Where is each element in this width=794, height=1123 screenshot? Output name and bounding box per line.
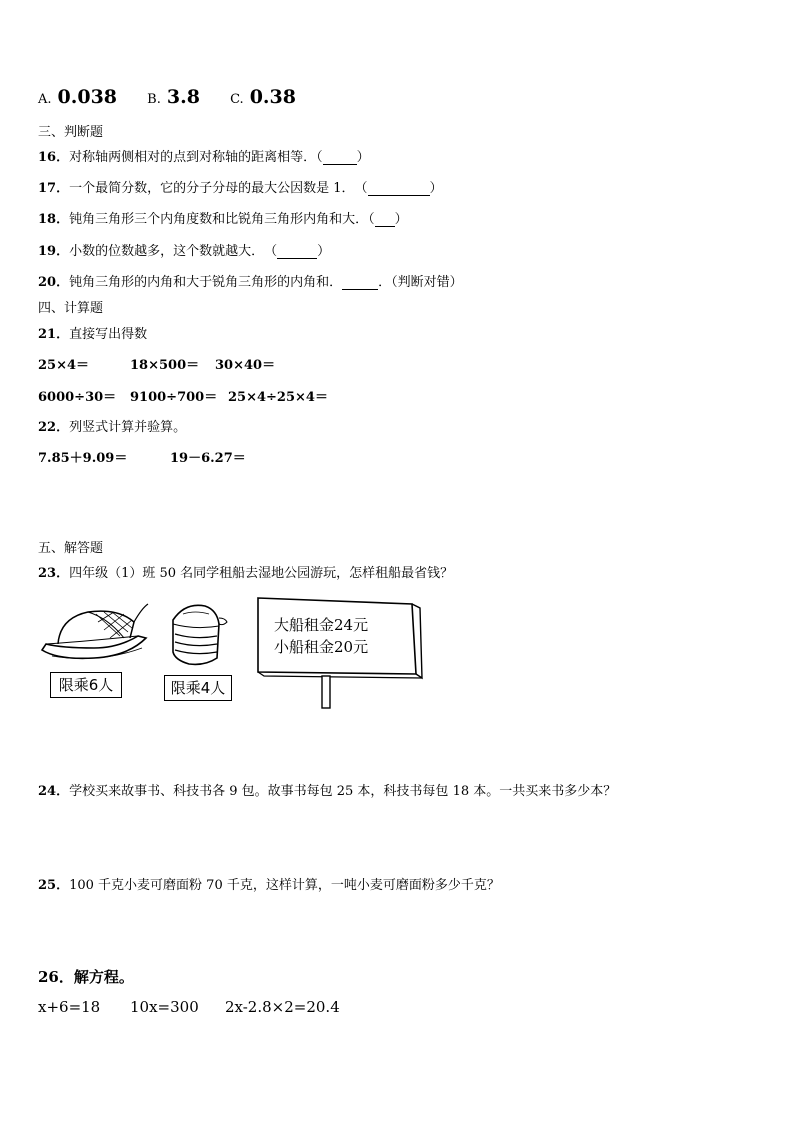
small-boat-label: 限乘4人 [164, 675, 232, 701]
big-boat-label: 限乘6人 [50, 672, 122, 698]
option-a: A. 0.038 [38, 86, 118, 108]
sign-text [274, 614, 368, 658]
question-22: 22．列竖式计算并验算。 [38, 420, 187, 435]
equations-row [38, 998, 340, 1016]
small-boat-illustration [165, 600, 229, 668]
question-20: 20．钝角三角形的内角和大于锐角三角形的内角和． ．（判断对错） [38, 275, 463, 290]
option-b: B. 3.8 [147, 86, 200, 108]
calc-row-3 [38, 447, 246, 466]
question-18: 18．钝角三角形三个内角度数和比锐角三角形内角和大．（ ） [38, 212, 408, 227]
calc-item: 6000÷30＝ [38, 390, 117, 405]
calc-item: 25×4＝ [38, 358, 90, 373]
question-23: 23．四年级（1）班 50 名同学租船去湿地公园游玩，怎样租船最省钱？ [38, 566, 454, 581]
calc-row-2 [38, 386, 328, 405]
big-boat-illustration [38, 598, 150, 662]
question-26: 26．解方程。 [38, 968, 134, 986]
question-16: 16．对称轴两侧相对的点到对称轴的距离相等．（ ） [38, 150, 370, 165]
section-5-title: 五、解答题 [38, 541, 104, 556]
calc-item: 7.85＋9.09＝ [38, 451, 128, 466]
section-3-title: 三、判断题 [38, 125, 104, 140]
calc-item: 18×500＝ [130, 358, 200, 373]
equation-item: 10x=300 [130, 998, 199, 1016]
calc-item: 19－6.27＝ [170, 451, 246, 466]
calc-item: 30×40＝ [215, 358, 276, 373]
question-19: 19．小数的位数越多，这个数就越大． （ ） [38, 244, 331, 259]
section-4-title: 四、计算题 [38, 301, 104, 316]
question-21: 21．直接写出得数 [38, 327, 148, 342]
choice-options [38, 86, 322, 108]
calc-item: 9100÷700＝ [130, 390, 218, 405]
question-17: 17．一个最简分数，它的分子分母的最大公因数是 1． （ ） [38, 181, 443, 196]
question-24: 24．学校买来故事书、科技书各 9 包。故事书每包 25 本，科技书每包 18 本。一共买来书多少本？ [38, 784, 617, 799]
calc-row-1 [38, 354, 275, 373]
question-25: 25．100 千克小麦可磨面粉 70 千克，这样计算，一吨小麦可磨面粉多少千克？ [38, 878, 500, 893]
sign-line-small-boat: 小船租金20元 [274, 638, 369, 656]
sign-line-big-boat: 大船租金24元 [274, 616, 369, 634]
equation-item: x+6=18 [38, 998, 101, 1016]
calc-item: 25×4÷25×4＝ [228, 390, 328, 405]
option-c: C. 0.38 [230, 86, 296, 108]
equation-item: 2x-2.8×2=20.4 [225, 998, 340, 1016]
